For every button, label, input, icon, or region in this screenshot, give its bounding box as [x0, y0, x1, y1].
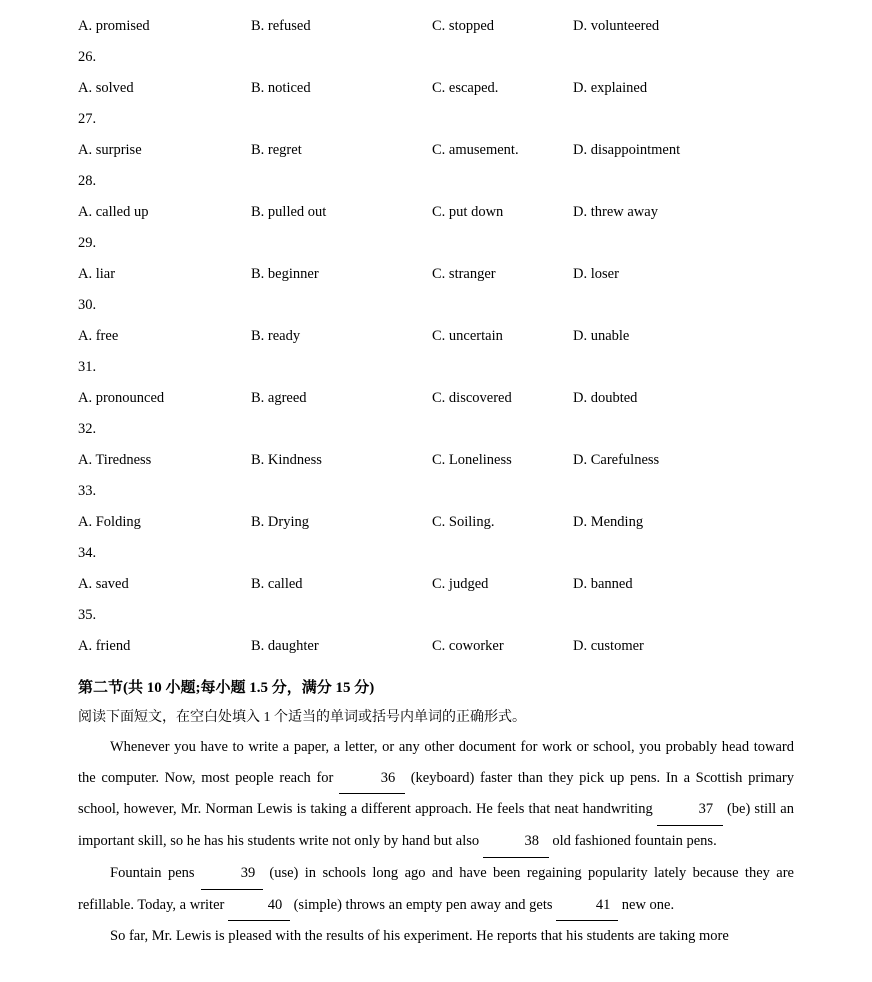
option-b: B. pulled out	[251, 203, 327, 220]
option-c: C. uncertain	[432, 327, 503, 344]
option-a: A. friend	[78, 637, 131, 654]
option-b: B. ready	[251, 327, 301, 344]
option-b: B. regret	[251, 141, 302, 158]
option-row	[78, 628, 794, 664]
option-row	[78, 8, 794, 44]
passage-text: So far, Mr. Lewis is pleased with the results of his experiment. He reports that his students are taking more	[110, 928, 729, 945]
option-a: A. saved	[78, 575, 129, 592]
option-b: B. agreed	[251, 389, 307, 406]
option-d: D. banned	[573, 575, 633, 592]
option-a: A. liar	[78, 265, 116, 282]
question-number: 34.	[78, 544, 97, 561]
option-d: D. doubted	[573, 389, 638, 406]
blank-37: 37	[657, 794, 723, 826]
option-c: C. coworker	[432, 637, 504, 654]
question-number: 28.	[78, 172, 97, 189]
option-b: B. called	[251, 575, 303, 592]
passage-text: (use) in schools long ago and have been regaining popularity lately because they are refillable. Today, a writer	[78, 864, 794, 913]
question-number: 35.	[78, 606, 97, 623]
option-c: C. put down	[432, 203, 504, 220]
option-row	[78, 256, 794, 292]
blank-39: 39	[201, 858, 263, 890]
blank-36: 36	[339, 763, 405, 795]
passage-text: (be) still an important skill, so he has his students write not only by hand but also	[78, 801, 794, 850]
question-number: 33.	[78, 482, 97, 499]
passage-text: (simple) throws an empty pen away and gets	[289, 896, 557, 913]
option-d: D. customer	[573, 637, 644, 654]
passage-text: Whenever you have to write a paper, a letter, or any other document for work or school, you probably head toward the computer. Now, most people reach for	[78, 738, 794, 786]
option-row	[78, 70, 794, 106]
option-c: C. discovered	[432, 389, 512, 406]
passage-paragraph-1	[78, 732, 794, 858]
option-c: C. escaped.	[432, 79, 499, 96]
question-number: 31.	[78, 358, 97, 375]
option-d: D. explained	[573, 79, 648, 96]
option-a: A. Folding	[78, 513, 141, 530]
passage-paragraph-2	[78, 858, 794, 921]
passage-text: Fountain pens	[110, 864, 201, 881]
option-b: B. Drying	[251, 513, 309, 530]
option-row	[78, 380, 794, 416]
option-d: D. disappointment	[573, 141, 681, 158]
option-a: A. called up	[78, 203, 149, 220]
option-c: C. judged	[432, 575, 489, 592]
option-c: C. amusement.	[432, 141, 519, 158]
option-a: A. free	[78, 327, 119, 344]
section-heading: 第二节(共 10 小题;每小题 1.5 分，满分 15 分)	[78, 680, 375, 696]
option-row	[78, 566, 794, 602]
passage-text: (keyboard) faster than they pick up pens. In a Scottish primary school, however, Mr. Norman Lewis is taking a different approach. He feels that neat handwriting	[78, 769, 794, 818]
blank-40: 40	[228, 890, 290, 922]
option-a: A. solved	[78, 79, 134, 96]
option-a: A. pronounced	[78, 389, 165, 406]
question-number: 26.	[78, 48, 97, 65]
option-d: D. threw away	[573, 203, 658, 220]
option-b: B. Kindness	[251, 451, 322, 468]
option-a: A. surprise	[78, 141, 142, 158]
option-b: B. refused	[251, 17, 311, 34]
option-c: C. Loneliness	[432, 451, 512, 468]
option-row	[78, 132, 794, 168]
option-row	[78, 442, 794, 478]
passage-paragraph-3	[78, 921, 794, 952]
option-c: C. Soiling.	[432, 513, 495, 530]
blank-38: 38	[483, 826, 549, 858]
option-d: D. Mending	[573, 513, 644, 530]
option-b: B. daughter	[251, 637, 319, 654]
passage-text: old fashioned fountain pens.	[548, 833, 717, 850]
option-c: C. stranger	[432, 265, 496, 282]
option-d: D. Carefulness	[573, 451, 660, 468]
option-a: A. Tiredness	[78, 451, 152, 468]
question-number: 30.	[78, 296, 97, 313]
option-b: B. noticed	[251, 79, 311, 96]
option-c: C. stopped	[432, 17, 495, 34]
page-top-rule	[672, 0, 792, 1]
section-instruction: 阅读下面短文，在空白处填入 1 个适当的单词或括号内单词的正确形式。	[78, 709, 526, 725]
question-number: 32.	[78, 420, 97, 437]
option-row	[78, 318, 794, 354]
option-a: A. promised	[78, 17, 150, 34]
option-b: B. beginner	[251, 265, 319, 282]
question-number: 29.	[78, 234, 97, 251]
question-number: 27.	[78, 110, 97, 127]
option-d: D. loser	[573, 265, 619, 282]
option-d: D. unable	[573, 327, 630, 344]
blank-41: 41	[556, 890, 618, 922]
passage-text: new one.	[618, 896, 675, 913]
option-row	[78, 194, 794, 230]
option-d: D. volunteered	[573, 17, 660, 34]
option-row	[78, 504, 794, 540]
